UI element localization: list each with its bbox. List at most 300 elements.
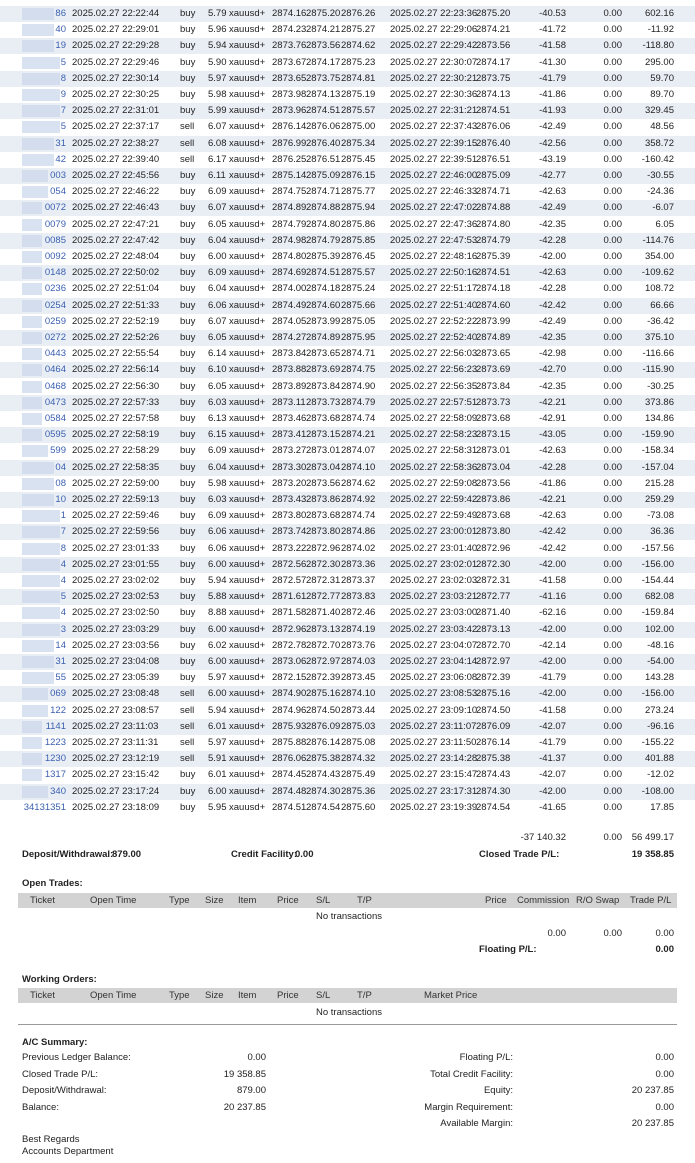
commission: -42.00: [539, 623, 566, 635]
commission: -41.65: [539, 801, 566, 813]
open-time: 2025.02.27 22:38:27: [72, 137, 160, 149]
take-profit: 2875.95: [341, 332, 376, 343]
summary-label: Floating P/L:: [459, 1052, 513, 1063]
size: 6.02: [208, 639, 227, 651]
close-price: 2873.73: [476, 396, 511, 408]
close-price: 2876.40: [476, 137, 511, 149]
item: xauusd+: [229, 121, 266, 133]
stop-loss: 2873.68: [306, 510, 341, 522]
size: 6.04: [208, 234, 227, 246]
commission: -42.21: [539, 396, 566, 408]
column-header: R/O Swap: [576, 895, 620, 906]
open-price: 2873.30: [272, 461, 307, 473]
stop-loss: 2874.51: [306, 267, 341, 279]
close-price: 2874.18: [476, 283, 511, 295]
swap: 0.00: [603, 153, 622, 165]
type: buy: [180, 413, 196, 424]
size: 6.00: [208, 785, 227, 797]
ticket[interactable]: 0254: [44, 299, 66, 311]
ticket[interactable]: 1: [60, 510, 66, 522]
ticket[interactable]: 0595: [44, 429, 66, 441]
close-time: 2025.02.27 22:51:40: [390, 299, 478, 311]
close-time: 2025.02.27 22:23:36: [390, 8, 478, 19]
open-price: 2872.78: [272, 639, 307, 651]
take-profit: 2874.79: [341, 396, 376, 408]
table-row: [0, 427, 695, 443]
open-time: 2025.02.27 23:01:55: [72, 558, 160, 570]
take-profit: 2875.94: [341, 202, 376, 214]
close-time: 2025.02.27 23:14:28: [390, 753, 478, 765]
table-row: [0, 379, 695, 395]
commission: -42.07: [539, 720, 566, 732]
commission: -41.58: [539, 40, 566, 52]
size: 5.96: [208, 24, 227, 36]
open-price: 2873.96: [272, 105, 307, 117]
type: buy: [180, 623, 196, 635]
commission: -42.49: [539, 315, 566, 327]
stop-loss: 2874.13: [306, 89, 341, 100]
ticket[interactable]: 0072: [44, 202, 66, 214]
table-row: [0, 460, 695, 476]
table-row: [0, 735, 695, 751]
size: 6.15: [208, 429, 227, 441]
swap: 0.00: [603, 737, 622, 748]
stop-loss: 2872.30: [306, 558, 341, 570]
ticket[interactable]: 0085: [44, 234, 66, 246]
swap: 0.00: [603, 591, 622, 603]
working-orders-title: Working Orders:: [22, 974, 97, 985]
item: xauusd+: [229, 429, 266, 441]
open-price: 2874.16: [272, 8, 307, 19]
trade-pl: 682.08: [644, 591, 674, 603]
stop-loss: 2874.79: [306, 234, 341, 246]
swap: 0.00: [603, 769, 622, 781]
column-header: S/L: [316, 895, 331, 906]
ticket[interactable]: 0079: [44, 218, 66, 230]
type: buy: [180, 364, 196, 376]
ticket[interactable]: 14: [55, 639, 66, 651]
swap: 0.00: [603, 688, 622, 700]
table-row: [0, 249, 695, 265]
close-price: 2873.86: [476, 494, 511, 505]
swap: 0.00: [603, 234, 622, 246]
ticket[interactable]: 40: [55, 24, 66, 36]
open-time: 2025.02.27 22:55:54: [72, 348, 160, 360]
commission: -42.00: [539, 785, 566, 797]
close-price: 2874.88: [476, 202, 511, 214]
stop-loss: 2875.09: [306, 170, 341, 181]
stop-loss: 2874.30: [306, 785, 341, 797]
trade-pl: -96.16: [647, 720, 674, 732]
stop-loss: 2875.16: [306, 688, 341, 700]
ticket[interactable]: 1317: [44, 769, 66, 781]
close-price: 2872.31: [476, 575, 511, 586]
column-header: Size: [205, 895, 224, 906]
open-price: 2873.06: [272, 656, 307, 667]
item: xauusd+: [229, 332, 266, 343]
column-header: Item: [238, 990, 257, 1001]
trade-pl: 143.28: [644, 672, 674, 684]
table-row: [0, 281, 695, 297]
take-profit: 2874.10: [341, 688, 376, 700]
close-time: 2025.02.27 22:52:40: [390, 332, 478, 343]
item: xauusd+: [229, 348, 266, 360]
swap: 0.00: [603, 186, 622, 198]
stop-loss: 2872.31: [306, 575, 341, 586]
type: buy: [180, 801, 196, 813]
open-time: 2025.02.27 22:37:17: [72, 121, 160, 133]
ticket[interactable]: 0236: [44, 283, 66, 295]
ticket[interactable]: 0464: [44, 364, 66, 376]
table-row: [0, 22, 695, 38]
type: buy: [180, 656, 196, 667]
open-time: 2025.02.27 23:18:09: [72, 801, 160, 813]
commission: -41.30: [539, 56, 566, 68]
open-trades-header: [18, 893, 677, 908]
close-price: 2876.09: [476, 720, 511, 732]
commission: -42.00: [539, 558, 566, 570]
working-orders-empty: No transactions: [316, 1007, 383, 1018]
ticket[interactable]: 0092: [44, 251, 66, 262]
open-price: 2876.99: [272, 137, 307, 149]
summary-label: Equity:: [483, 1085, 513, 1096]
stop-loss: 2873.73: [306, 396, 341, 408]
summary-label: Margin Requirement:: [424, 1101, 513, 1113]
item: xauusd+: [229, 656, 266, 667]
ticket[interactable]: 34131351: [23, 801, 66, 813]
ticket[interactable]: 0468: [44, 380, 66, 392]
trade-pl: 295.00: [644, 56, 674, 68]
item: xauusd+: [229, 769, 266, 781]
take-profit: 2874.62: [341, 477, 376, 489]
table-row: [0, 168, 695, 184]
ticket[interactable]: 0473: [44, 396, 66, 408]
ticket[interactable]: 599: [50, 445, 66, 457]
ticket[interactable]: 5: [60, 121, 66, 133]
close-time: 2025.02.27 23:15:47: [390, 769, 478, 781]
ticket[interactable]: 19: [55, 40, 66, 52]
take-profit: 2874.62: [341, 40, 376, 52]
take-profit: 2874.21: [341, 429, 376, 441]
ticket[interactable]: 04: [55, 461, 66, 473]
commission: -42.91: [539, 413, 566, 424]
take-profit: 2874.07: [341, 445, 376, 457]
open-price: 2875.88: [272, 737, 307, 748]
ticket[interactable]: 340: [50, 785, 66, 797]
open-time: 2025.02.27 22:58:29: [72, 445, 160, 457]
trade-pl: -36.42: [647, 315, 674, 327]
close-time: 2025.02.27 22:51:17: [390, 283, 478, 295]
commission: -42.77: [539, 170, 566, 181]
trade-pl: -109.62: [641, 267, 674, 279]
open-price: 2873.46: [272, 413, 307, 424]
close-time: 2025.02.27 22:47:02: [390, 202, 478, 214]
open-time: 2025.02.27 23:15:42: [72, 769, 160, 781]
open-time: 2025.02.27 23:05:39: [72, 672, 160, 684]
ticket[interactable]: 7: [60, 526, 66, 538]
open-time: 2025.02.27 22:29:01: [72, 24, 160, 36]
open-price: 2872.56: [272, 558, 307, 570]
table-row: [0, 298, 695, 314]
trade-pl: 36.36: [650, 526, 674, 538]
close-price: 2874.54: [476, 801, 511, 813]
size: 5.94: [208, 575, 227, 586]
take-profit: 2875.05: [341, 315, 376, 327]
take-profit: 2875.57: [341, 105, 376, 117]
take-profit: 2875.45: [341, 153, 376, 165]
item: xauusd+: [229, 623, 266, 635]
size: 6.09: [208, 510, 227, 522]
trade-pl: 48.56: [650, 121, 674, 133]
size: 6.05: [208, 380, 227, 392]
type: sell: [180, 137, 195, 149]
take-profit: 2876.26: [341, 8, 376, 19]
open-price: 2874.98: [272, 234, 307, 246]
item: xauusd+: [229, 8, 266, 19]
swap: 0.00: [603, 364, 622, 376]
swap: 0.00: [603, 40, 622, 52]
stop-loss: 2874.21: [306, 24, 341, 36]
open-time: 2025.02.27 22:56:14: [72, 364, 160, 376]
size: 5.79: [208, 8, 227, 19]
close-time: 2025.02.27 22:30:07: [390, 56, 478, 68]
type: buy: [180, 591, 196, 603]
column-header: Market Price: [424, 990, 478, 1001]
size: 5.98: [208, 89, 227, 100]
item: xauusd+: [229, 445, 266, 457]
open-time: 2025.02.27 22:45:56: [72, 170, 160, 181]
type: sell: [180, 737, 195, 748]
close-time: 2025.02.27 23:03:42: [390, 623, 478, 635]
table-row: [0, 557, 695, 573]
open-price: 2873.43: [272, 494, 307, 505]
close-price: 2872.77: [476, 591, 511, 603]
summary-value: 20 237.85: [631, 1118, 674, 1129]
table-row: [0, 6, 695, 22]
swap: 0.00: [603, 494, 622, 505]
commission: -42.35: [539, 218, 566, 230]
stop-loss: 2873.56: [306, 477, 341, 489]
trade-pl: -30.25: [647, 380, 674, 392]
table-row: [0, 589, 695, 605]
commission: -62.16: [539, 607, 566, 619]
swap: 0.00: [603, 656, 622, 667]
table-row: [0, 217, 695, 233]
total-commission: -37 140.32: [520, 832, 566, 843]
commission: -42.42: [539, 299, 566, 311]
type: buy: [180, 461, 196, 473]
closed-pl-label: Closed Trade P/L:: [479, 849, 560, 860]
swap: 0.00: [603, 8, 622, 19]
size: 6.01: [208, 769, 227, 781]
ticket[interactable]: 4: [60, 607, 66, 619]
take-profit: 2875.27: [341, 24, 376, 36]
ticket[interactable]: 1141: [45, 720, 66, 732]
ticket[interactable]: 9: [60, 89, 66, 100]
ticket[interactable]: 10: [55, 494, 66, 505]
summary-label: Available Margin:: [440, 1118, 513, 1129]
item: xauusd+: [229, 591, 266, 603]
item: xauusd+: [229, 494, 266, 505]
stop-loss: 2874.17: [306, 56, 341, 68]
commission: -41.79: [539, 72, 566, 84]
trade-pl: 59.70: [650, 72, 674, 84]
swap: 0.00: [603, 801, 622, 813]
closed-pl-value: 19 358.85: [631, 849, 674, 860]
column-header: Price: [277, 895, 299, 906]
trade-pl: -73.08: [647, 510, 674, 522]
stop-loss: 2875.20: [306, 8, 341, 19]
size: 6.07: [208, 121, 227, 133]
table-row: [0, 38, 695, 54]
close-price: 2872.39: [476, 672, 511, 684]
trade-pl: -157.04: [641, 461, 674, 473]
ticket[interactable]: 1230: [44, 753, 66, 765]
size: 5.94: [208, 40, 227, 52]
close-time: 2025.02.27 22:31:21: [390, 105, 478, 117]
ticket[interactable]: 0443: [44, 348, 66, 360]
close-time: 2025.02.27 23:00:01: [390, 526, 478, 538]
trade-pl: -156.00: [641, 688, 674, 700]
stop-loss: 2876.51: [306, 153, 341, 165]
table-row: [0, 784, 695, 800]
size: 6.01: [208, 720, 227, 732]
open-price: 2873.65: [272, 72, 307, 84]
ticket[interactable]: 5: [60, 591, 66, 603]
size: 6.08: [208, 137, 227, 149]
stop-loss: 2872.39: [306, 672, 341, 684]
take-profit: 2875.49: [341, 769, 376, 781]
open-time: 2025.02.27 22:52:19: [72, 315, 160, 327]
column-header: T/P: [357, 895, 372, 906]
trade-pl: 273.24: [644, 704, 674, 716]
ticket[interactable]: 4: [60, 575, 66, 586]
trade-pl: -154.44: [641, 575, 674, 586]
size: 6.17: [208, 153, 227, 165]
table-row: [0, 703, 695, 719]
take-profit: 2875.00: [341, 121, 376, 133]
ticket[interactable]: 08: [55, 477, 66, 489]
type: buy: [180, 769, 196, 781]
type: buy: [180, 299, 196, 311]
take-profit: 2873.76: [341, 639, 376, 651]
close-time: 2025.02.27 22:58:36: [390, 461, 478, 473]
size: 5.99: [208, 105, 227, 117]
type: buy: [180, 348, 196, 360]
ticket[interactable]: 5: [60, 56, 66, 68]
type: sell: [180, 688, 195, 700]
trade-pl: 401.88: [644, 753, 674, 765]
type: buy: [180, 40, 196, 52]
swap: 0.00: [603, 542, 622, 554]
open-price: 2874.23: [272, 24, 307, 36]
size: 6.09: [208, 267, 227, 279]
ticket[interactable]: 122: [50, 704, 66, 716]
type: buy: [180, 477, 196, 489]
trade-pl: 329.45: [644, 105, 674, 117]
ticket[interactable]: 7: [60, 105, 66, 117]
ticket[interactable]: 8: [60, 72, 66, 84]
table-row: [0, 492, 695, 508]
close-price: 2874.60: [476, 299, 511, 311]
type: buy: [180, 56, 196, 68]
ticket[interactable]: 0259: [44, 315, 66, 327]
ticket[interactable]: 003: [50, 170, 66, 181]
table-row: [0, 622, 695, 638]
table-row: [0, 362, 695, 378]
ticket[interactable]: 31: [55, 656, 66, 667]
stop-loss: 2873.01: [306, 445, 341, 457]
table-row: [0, 136, 695, 152]
open-time: 2025.02.27 22:51:04: [72, 283, 160, 295]
size: 6.03: [208, 494, 227, 505]
close-price: 2875.20: [476, 8, 511, 19]
commission: -41.72: [539, 24, 566, 36]
ticket[interactable]: 8: [60, 542, 66, 554]
ticket[interactable]: 0272: [44, 332, 66, 343]
open-price: 2873.80: [272, 510, 307, 522]
close-price: 2874.79: [476, 234, 511, 246]
close-price: 2875.39: [476, 251, 511, 262]
close-time: 2025.02.27 22:39:51: [390, 153, 478, 165]
open-time: 2025.02.27 22:57:58: [72, 413, 160, 424]
close-time: 2025.02.27 22:30:21: [390, 72, 478, 84]
swap: 0.00: [603, 445, 622, 457]
ticket[interactable]: 069: [50, 688, 66, 700]
open-time: 2025.02.27 22:58:35: [72, 461, 160, 473]
item: xauusd+: [229, 477, 266, 489]
trade-pl: -118.80: [642, 40, 674, 52]
close-price: 2873.75: [476, 72, 511, 84]
ticket[interactable]: 4: [60, 558, 66, 570]
open-time: 2025.02.27 22:22:44: [72, 8, 160, 19]
table-row: [0, 751, 695, 767]
stop-loss: 2874.89: [306, 332, 341, 343]
ticket[interactable]: 3: [60, 623, 66, 635]
ticket[interactable]: 42: [55, 153, 66, 165]
take-profit: 2875.24: [341, 283, 376, 295]
summary-label: Balance:: [22, 1101, 59, 1113]
close-time: 2025.02.27 22:56:03: [390, 348, 478, 360]
item: xauusd+: [229, 218, 266, 230]
take-profit: 2874.74: [341, 413, 376, 424]
take-profit: 2873.44: [341, 704, 376, 716]
close-time: 2025.02.27 23:03:21: [390, 591, 478, 603]
ticket[interactable]: 31: [55, 137, 66, 149]
open-swap: 0.00: [603, 928, 622, 939]
take-profit: 2875.08: [341, 737, 376, 748]
item: xauusd+: [229, 801, 266, 813]
swap: 0.00: [603, 89, 622, 100]
ticket[interactable]: 86: [55, 8, 66, 19]
close-price: 2874.89: [476, 332, 511, 343]
open-price: 2875.14: [272, 170, 307, 181]
ticket[interactable]: 55: [55, 672, 66, 684]
take-profit: 2875.36: [341, 785, 376, 797]
ticket[interactable]: 0148: [44, 267, 66, 279]
ticket[interactable]: 054: [50, 186, 66, 198]
item: xauusd+: [229, 267, 266, 279]
item: xauusd+: [229, 202, 266, 214]
open-time: 2025.02.27 23:12:19: [72, 753, 160, 765]
commission: -41.86: [539, 477, 566, 489]
ticket[interactable]: 1223: [44, 737, 66, 748]
commission: -42.98: [539, 348, 566, 360]
footer-department: Accounts Department: [22, 1146, 114, 1157]
size: 6.05: [208, 332, 227, 343]
ticket[interactable]: 0584: [44, 413, 66, 424]
close-time: 2025.02.27 22:56:23: [390, 364, 478, 376]
